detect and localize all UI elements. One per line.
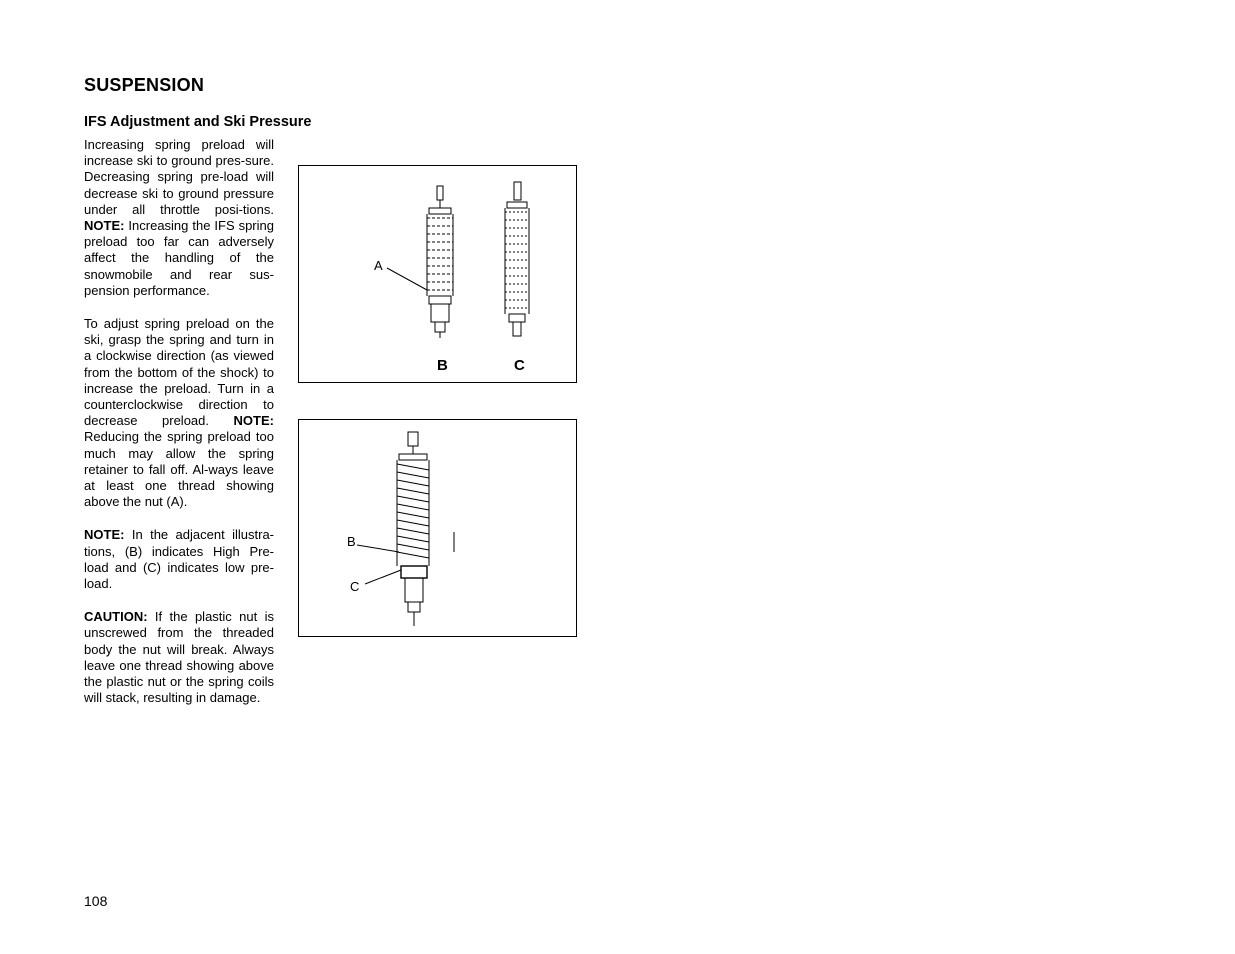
shock-pair-illustration xyxy=(299,166,576,382)
subsection-title: IFS Adjustment and Ski Pressure xyxy=(84,114,312,130)
figure-preload-comparison xyxy=(298,165,577,383)
paragraph-preload-effect: Increasing spring preload will increase ski to ground pres-sure. Decreasing spring pre-load will decrease ski to ground pressure under all throttle posi-tions. NOTE: Increasing the IFS spring preload too far can adversely affect the handling of the snowmobile and rear sus-pension performance. xyxy=(84,137,274,298)
paragraph-adjust-procedure: To adjust spring preload on the ski, grasp the spring and turn in a clockwise direction (as viewed from the bottom of the shock) to increase the preload. Turn in a counterclockwise direction to decrease preload. NOTE: Reducing the spring preload too much may allow the spring retainer to fall off. Al-ways leave at least one thread showing above the nut (A). xyxy=(84,316,274,510)
label-low-preload: C xyxy=(514,357,525,374)
figure-spring-and-nut xyxy=(298,419,577,637)
callout-c: C xyxy=(350,579,360,594)
body-text-column xyxy=(84,137,274,724)
callout-b: B xyxy=(347,534,356,549)
callout-a: A xyxy=(374,258,383,273)
section-title: SUSPENSION xyxy=(84,75,205,95)
paragraph-caution: CAUTION: If the plastic nut is unscrewed from the threaded body the nut will break. Always leave one thread showing above the plastic nut or the spring coils will stack, resulting in damage. xyxy=(84,609,274,706)
shock-spring-illustration xyxy=(299,420,576,636)
paragraph-illustration-note: NOTE: In the adjacent illustra-tions, (B) indicates High Pre-load and (C) indicates low pre-load. xyxy=(84,527,274,592)
label-high-preload: B xyxy=(437,357,448,374)
page-number: 108 xyxy=(84,893,108,909)
